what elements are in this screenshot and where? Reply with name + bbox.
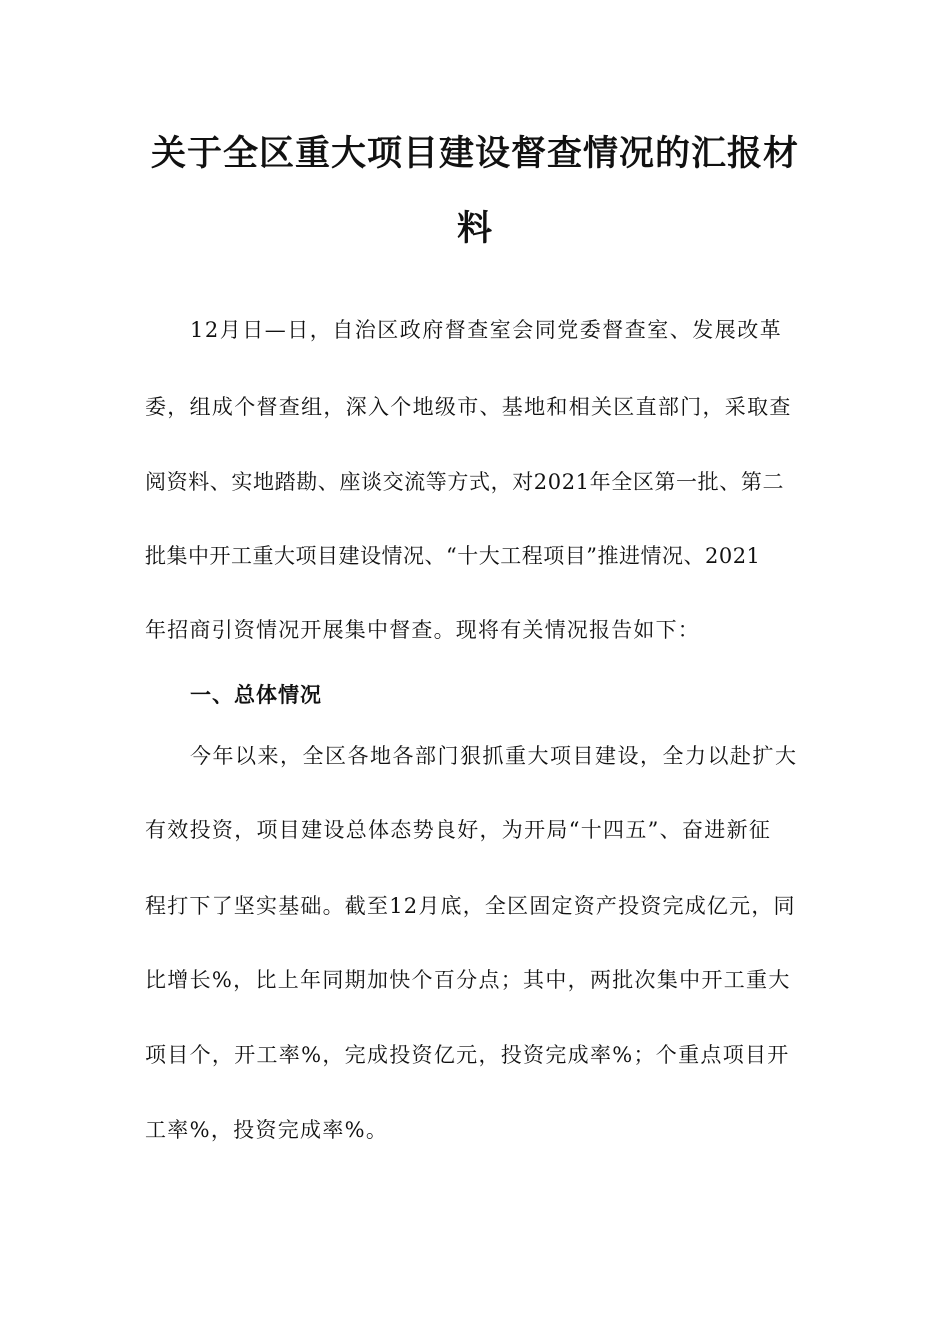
paragraph-line: 程打下了坚实基础。截至12月底，全区固定资产投资完成亿元，同 xyxy=(145,894,796,918)
paragraph-line: 比增长%，比上年同期加快个百分点；其中，两批次集中开工重大 xyxy=(145,968,791,992)
paragraph-line: 12月日—日，自治区政府督查室会同党委督查室、发展改革 xyxy=(190,318,783,342)
paragraph-line: 有效投资，项目建设总体态势良好，为开局“十四五”、奋进新征 xyxy=(145,818,772,842)
paragraph-line: 阅资料、实地踏勘、座谈交流等方式，对2021年全区第一批、第二 xyxy=(145,470,785,494)
document-title-line-1: 关于全区重大项目建设督查情况的汇报材 xyxy=(150,134,799,174)
paragraph-line: 工率%，投资完成率%。 xyxy=(145,1118,389,1142)
document-title-line-2: 料 xyxy=(456,209,493,249)
paragraph-line: 今年以来，全区各地各部门狠抓重大项目建设，全力以赴扩大 xyxy=(190,744,798,768)
paragraph-line: 批集中开工重大项目建设情况、“十大工程项目”推进情况、2021 xyxy=(145,544,761,568)
paragraph-line: 委，组成个督查组，深入个地级市、基地和相关区直部门，采取查 xyxy=(145,395,792,419)
paragraph-line: 项目个，开工率%，完成投资亿元，投资完成率%；个重点项目开 xyxy=(145,1043,790,1067)
section-heading: 一、总体情况 xyxy=(190,683,322,707)
paragraph-line: 年招商引资情况开展集中督查。现将有关情况报告如下： xyxy=(145,618,700,642)
